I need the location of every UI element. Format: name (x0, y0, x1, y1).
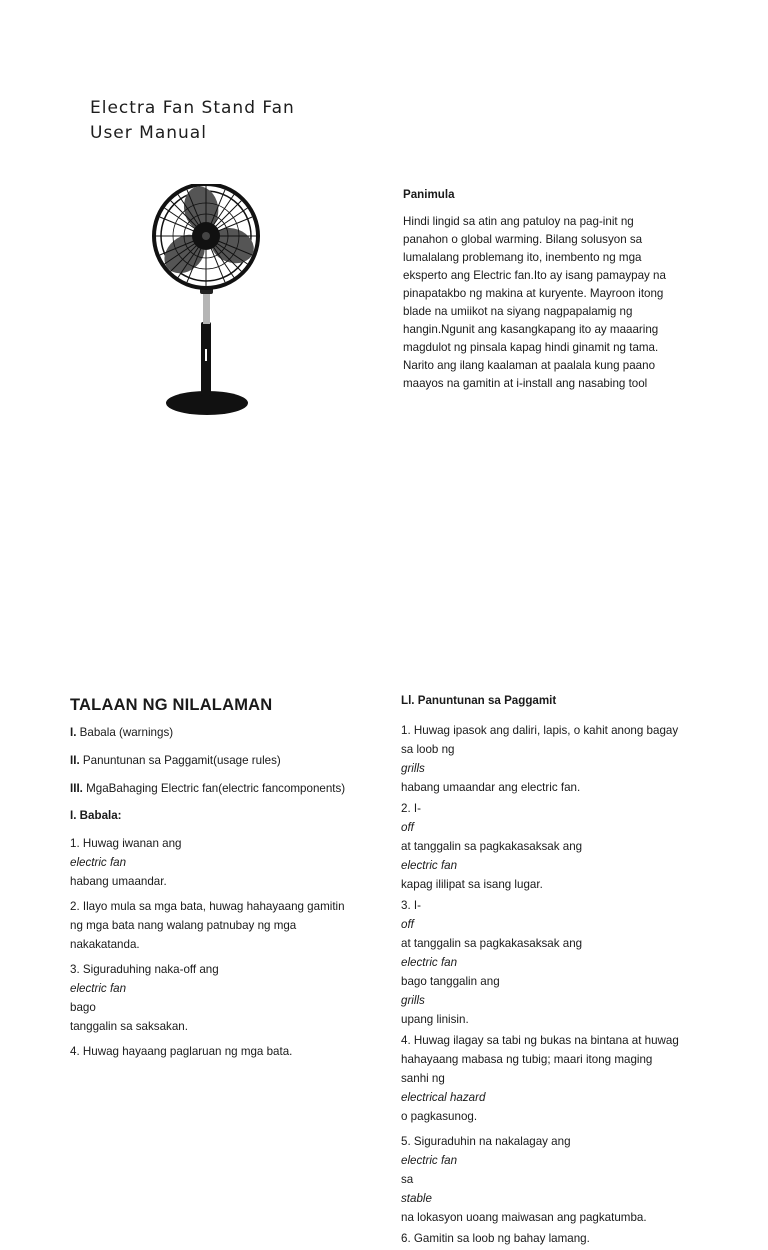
warning-text: 1. Huwag iwanan ang (70, 837, 182, 850)
warning-emphasis: electric fan (70, 982, 127, 995)
rule-emphasis: electric fan (401, 956, 458, 969)
toc-entry-components (70, 781, 390, 797)
introduction-section (403, 188, 703, 393)
rule-line: 4. Huwag ilagay sa tabi ng bukas na bintana at huwag (401, 1034, 679, 1047)
toc-entry-number: I. (70, 726, 77, 739)
rule-line: na lokasyon uoang maiwasan ang pagkatumba. (401, 1211, 647, 1224)
toc-entry-text: MgaBahaging Electric fan(electric fancomponents) (82, 782, 346, 795)
warning-item (70, 834, 390, 891)
rule-emphasis: electric fan (401, 859, 458, 872)
warning-item (70, 897, 390, 954)
warning-item (70, 960, 390, 1036)
rule-emphasis: stable (401, 1192, 432, 1205)
title-line-1: Electra Fan Stand Fan (90, 98, 295, 118)
rule-emphasis: electrical hazard (401, 1091, 486, 1104)
usage-rule-item (401, 799, 721, 894)
rule-line: 6. Gamitin sa loob ng bahay lamang. (401, 1232, 590, 1245)
intro-line: Hindi lingid sa atin ang patuloy na pag-init ng (403, 215, 634, 228)
warning-line: 4. Huwag hayaang paglaruan ng mga bata. (70, 1045, 293, 1058)
intro-line: blade na umiikot na siyang nagpapalamig ng (403, 305, 633, 318)
introduction-heading: Panimula (403, 188, 455, 201)
rule-text: bago tanggalin ang (401, 975, 500, 988)
introduction-body (403, 213, 703, 393)
warning-line: nakakatanda. (70, 938, 140, 951)
warning-text: bago (70, 1001, 96, 1014)
warning-item (70, 1042, 390, 1061)
toc-heading: TALAAN NG NILALAMAN (70, 696, 273, 714)
warning-text: 3. Siguraduhing naka-off ang (70, 963, 219, 976)
intro-line: magdulot ng pinsala kapag hindi ginamit ng tama. (403, 341, 659, 354)
warning-line: 2. Ilayo mula sa mga bata, huwag hahayaang gamitin (70, 900, 345, 913)
rule-text: upang linisin. (401, 1013, 469, 1026)
intro-line: maayos na gamitin at i-install ang nasabing tool (403, 377, 648, 390)
rule-line: hahayaang mabasa ng tubig; maari itong maging (401, 1053, 653, 1066)
usage-rule-item (401, 1031, 721, 1126)
table-of-contents (70, 696, 390, 1067)
stand-fan-illustration (150, 184, 266, 418)
rule-emphasis: off (401, 821, 414, 834)
usage-rule-item (401, 896, 721, 1029)
usage-rule-item (401, 1229, 721, 1248)
title-line-2: User Manual (90, 123, 207, 143)
rule-text: o pagkasunog. (401, 1110, 478, 1123)
usage-rule-item (401, 721, 721, 797)
rule-text: 3. I- (401, 899, 421, 912)
rule-text: at tanggalin sa pagkakasaksak ang (401, 840, 583, 853)
rule-text: 2. I- (401, 802, 421, 815)
rule-text: sanhi ng (401, 1072, 445, 1085)
usage-rules-section (401, 694, 721, 1250)
toc-entry-number: III. (70, 782, 83, 795)
rule-emphasis: grills (401, 994, 425, 1007)
warning-line: ng mga bata nang walang patnubay ng mga (70, 919, 297, 932)
intro-line: lumalalang problemang ito, inembento ng mga (403, 251, 642, 264)
warnings-heading: I. Babala: (70, 809, 122, 822)
document-title (90, 96, 295, 146)
warning-line: tanggalin sa saksakan. (70, 1020, 188, 1033)
intro-line: Narito ang ilang kaalaman at paalala kung paano (403, 359, 656, 372)
rule-emphasis: off (401, 918, 414, 931)
warning-emphasis: electric fan (70, 856, 127, 869)
toc-entry-text: Panuntunan sa Paggamit(usage rules) (79, 754, 281, 767)
rule-text: at tanggalin sa pagkakasaksak ang (401, 937, 583, 950)
toc-entry-text: Babala (warnings) (76, 726, 174, 739)
rule-text: 5. Siguraduhin na nakalagay ang (401, 1135, 571, 1148)
rule-text: sa loob ng (401, 743, 455, 756)
toc-entry-usage-rules (70, 753, 390, 769)
intro-line: panahon o global warming. Bilang solusyon sa (403, 233, 643, 246)
usage-rules-heading: Ll. Panuntunan sa Paggamit (401, 694, 557, 707)
usage-rule-item (401, 1132, 721, 1227)
rule-line: kapag ililipat sa isang lugar. (401, 878, 543, 891)
rule-text: habang umaandar ang electric fan. (401, 781, 581, 794)
rule-line: 1. Huwag ipasok ang daliri, lapis, o kahit anong bagay (401, 724, 679, 737)
rule-emphasis: electric fan (401, 1154, 458, 1167)
intro-line: eksperto ang Electric fan.Ito ay isang pamaypay na (403, 269, 666, 282)
intro-line: hangin.Ngunit ang kasangkapang ito ay maaaring (403, 323, 659, 336)
warning-text: habang umaandar. (70, 875, 167, 888)
rule-text: sa (401, 1173, 414, 1186)
toc-entry-number: II. (70, 754, 80, 767)
intro-line: pinapatakbo ng makina at kuryente. Mayroon itong (403, 287, 664, 300)
toc-entry-warnings (70, 725, 390, 741)
rule-emphasis: grills (401, 762, 425, 775)
